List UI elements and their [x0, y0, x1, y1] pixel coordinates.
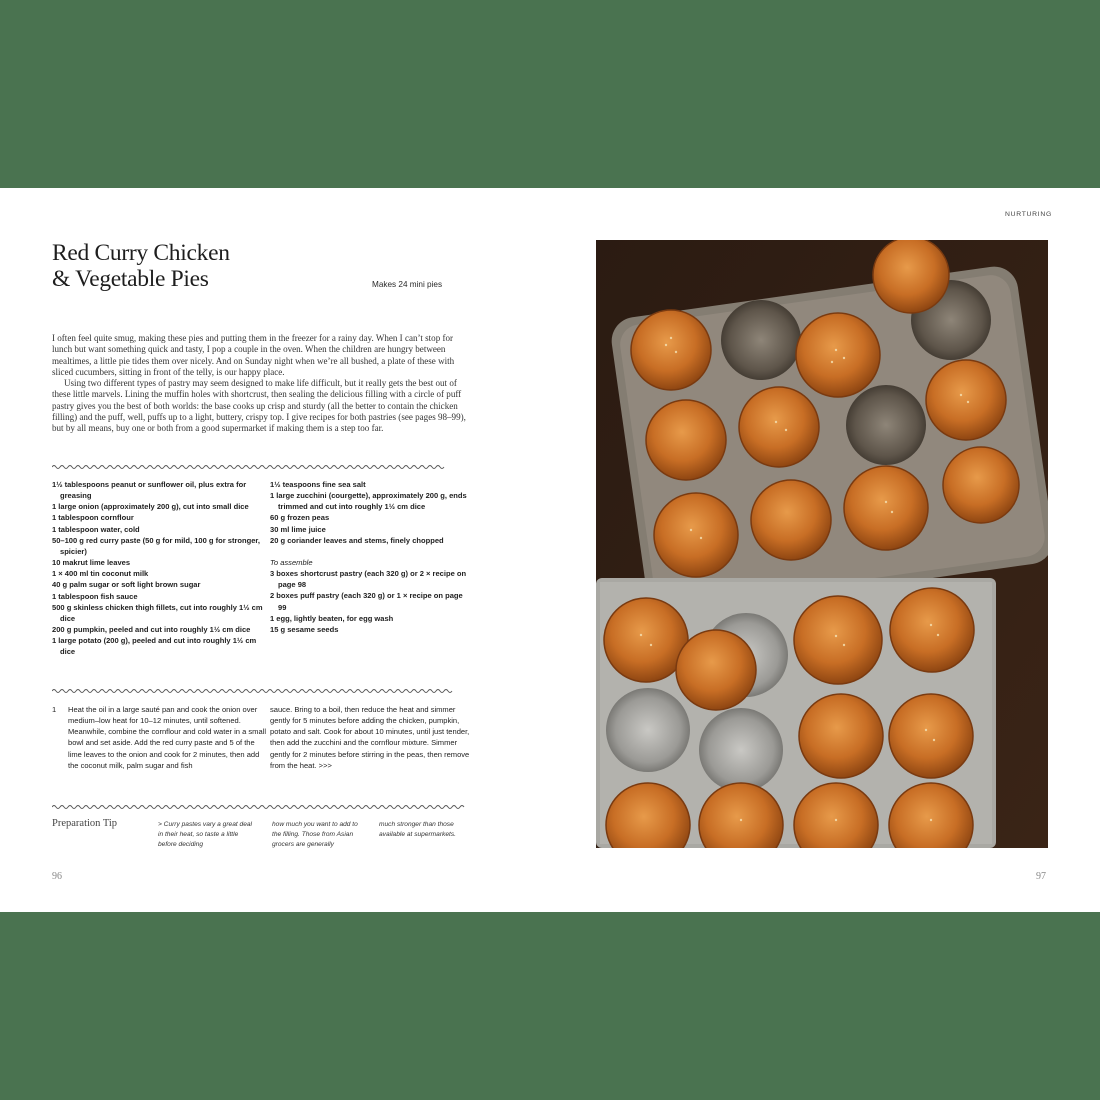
tip-column-3: much stronger than those available at supermarkets. [379, 821, 456, 838]
recipe-yield: Makes 24 mini pies [372, 280, 443, 289]
intro-paragraph: Using two different types of pastry may seem designed to make life difficult, but it really gets the best out of these little marvels. Lining the muffin holes with shortcrust, then sealing the delicious filling with a circle of puff pastry gives you the best of both worlds: the base cooks up crisp and sturdy (all the better to contain the chicken filling) and the puff, well, puffs up to a light, buttery, crispy top. I give recipes for both pastries (see pages 98–99), but by all means, buy one or both from a good supermarket if making them is a step too far. [52, 378, 466, 434]
tip-column-2: how much you want to add to the filling. Those from Asian grocers are generally [272, 821, 358, 848]
ingredient: 200 g pumpkin, peeled and cut into roughly 1½ cm dice [52, 625, 251, 635]
page-number-right: 97 [1036, 871, 1046, 882]
ingredient: 1 large potato (200 g), peeled and cut into roughly 1½ cm dice [52, 636, 257, 657]
ingredient: 1½ tablespoons peanut or sunflower oil, plus extra for greasing [52, 480, 247, 501]
step-number: 1 [52, 705, 57, 714]
ingredient: 1 tablespoon water, cold [52, 524, 140, 534]
recipe-photo [596, 240, 1048, 848]
ingredient: 30 ml lime juice [270, 524, 326, 534]
recipe-intro [52, 333, 470, 435]
recipe-title-line1: Red Curry Chicken [52, 240, 230, 266]
ingredients-column-right [270, 479, 470, 658]
method-column-1: Heat the oil in a large sauté pan and cook the onion over medium–low heat for 10–12 minutes, until softened. Meanwhile, combine the cornflour and cold water in a small bowl and set aside. Add the red curry paste and 5 of the lime leaves to the onion and cook for 2 minutes, then add the coconut milk, palm sugar and fish [68, 705, 266, 770]
ingredient: 60 g frozen peas [270, 513, 330, 523]
ingredients-list [52, 479, 470, 658]
wavy-divider [52, 464, 469, 470]
tip-label: Preparation Tip [52, 818, 118, 829]
ingredient: 500 g skinless chicken thigh fillets, cut into roughly 1½ cm dice [52, 602, 263, 623]
wavy-divider [52, 804, 469, 810]
ingredient: 3 boxes shortcrust pastry (each 320 g) or 2 × recipe on page 98 [270, 569, 467, 590]
assemble-heading: To assemble [270, 557, 313, 567]
ingredient: 1 large zucchini (courgette), approximately 200 g, ends trimmed and cut into roughly 1½ cm dice [270, 491, 467, 512]
pies-illustration [596, 240, 1048, 848]
ingredient: 1 × 400 ml tin coconut milk [52, 569, 149, 579]
ingredient: 2 boxes puff pastry (each 320 g) or 1 × recipe on page 99 [270, 591, 463, 612]
ingredient: 40 g palm sugar or soft light brown sugar [52, 580, 201, 590]
recipe-title-line2: & Vegetable Pies [52, 266, 209, 292]
ingredient: 1 tablespoon cornflour [52, 513, 134, 523]
wavy-divider [52, 688, 469, 694]
intro-paragraph: I often feel quite smug, making these pies and putting them in the freezer for a rainy day. When I can’t stop for lunch but want something quick and tasty, I pop a couple in the oven. When the children are hungry between mealtimes, a little pie tides them over nicely. And on Sunday night when we’re all bushed, a plate of these with sliced cucumbers, sitting in front of the telly, is our happy place. [52, 333, 455, 377]
ingredient: 1½ teaspoons fine sea salt [270, 480, 366, 489]
ingredient: 1 tablespoon fish sauce [52, 591, 138, 601]
recipe-title [52, 240, 230, 292]
page-number-left: 96 [52, 871, 62, 882]
method-steps [52, 704, 470, 771]
book-spread [0, 188, 1100, 912]
ingredient: 10 makrut lime leaves [52, 558, 131, 568]
ingredient: 1 egg, lightly beaten, for egg wash [270, 613, 394, 623]
ingredient: 50–100 g red curry paste (50 g for mild, 100 g for stronger, spicier) [52, 535, 261, 556]
tip-column-1: > Curry pastes vary a great deal in their heat, so taste a little before deciding [158, 821, 253, 848]
ingredient: 15 g sesame seeds [270, 624, 339, 634]
ingredient: 20 g coriander leaves and stems, finely chopped [270, 535, 444, 545]
ingredient: 1 large onion (approximately 200 g), cut into small dice [52, 502, 249, 512]
method-column-2: sauce. Bring to a boil, then reduce the heat and simmer gently for 5 minutes before adding the chicken, pumpkin, potato and salt. Cook for about 10 minutes, until just tender, then add the zucchini and the cornflour mixture. Simmer gently for 2 minutes before stirring in the peas, then remove from the heat. >>> [270, 705, 470, 770]
running-head: NURTURING [1005, 211, 1052, 218]
ingredients-column-left [52, 479, 270, 658]
